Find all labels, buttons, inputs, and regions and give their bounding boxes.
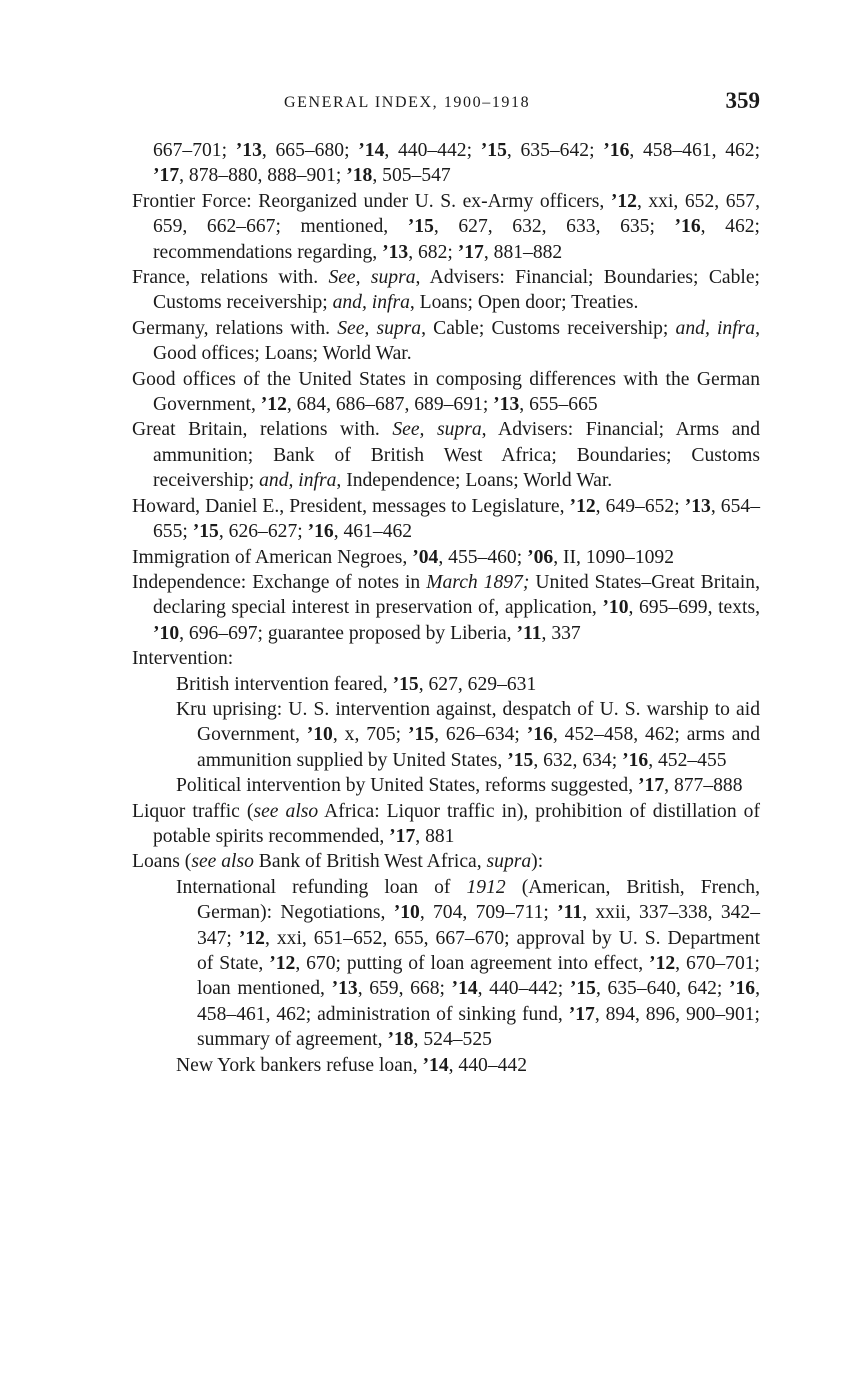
index-entry: Germany, relations with. See, supra, Cable; Customs receivership; and, infra, Good offices; Loans; World War. xyxy=(132,317,761,365)
index-entry: Political intervention by United States, reforms suggested, ’17, 877–888 xyxy=(176,775,743,797)
index-entry: Independence: Exchange of notes in March 1897; United States–Great Britain, declaring special interest in preservation of, application, ’10, 695–699, texts, ’10, 696–697; guarantee proposed by Liberia, ’11, 337 xyxy=(132,571,760,644)
index-entry: 667–701; ’13, 665–680; ’14, 440–442; ’15, 635–642; ’16, 458–461, 462; ’17, 878–880, 888–901; ’18, 505–547 xyxy=(153,140,761,187)
index-entry: Howard, Daniel E., President, messages to Legislature, ’12, 649–652; ’13, 654–655; ’15, 626–627; ’16, 461–462 xyxy=(132,495,760,543)
index-entry: Great Britain, relations with. See, supra, Advisers: Financial; Arms and ammunition; Bank of British West Africa; Boundaries; Customs receivership; and, infra, Independence; Loans; World War. xyxy=(132,419,760,492)
page-number: 359 xyxy=(725,88,760,113)
index-entry: France, relations with. See, supra, Advisers: Financial; Boundaries; Cable; Customs receivership; and, infra, Loans; Open door; Treaties. xyxy=(132,267,760,314)
page-header xyxy=(132,88,760,118)
index-entries xyxy=(132,138,760,1078)
index-entry: Kru uprising: U. S. intervention against, despatch of U. S. warship to aid Government, ’10, x, 705; ’15, 626–634; ’16, 452–458, 462; arms and ammunition supplied by United States, ’15, 632, 634; ’16, 452–455 xyxy=(176,698,760,771)
index-entry: New York bankers refuse loan, ’14, 440–442 xyxy=(176,1054,527,1076)
index-entry: International refunding loan of 1912 (American, British, French, German): Negotiations, ’10, 704, 709–711; ’11, xxii, 337–338, 342–347; ’12, xxi, 651–652, 655, 667–670; approval by U. S. Department of State, ’12, 670; putting of loan agreement into effect, ’12, 670–701; loan mentioned, ’13, 659, 668; ’14, 440–442; ’15, 635–640, 642; ’16, 458–461, 462; administration of sinking fund, ’17, 894, 896, 900–901; summary of agreement, ’18, 524–525 xyxy=(176,876,761,1051)
index-entry: Loans (see also Bank of British West Africa, supra): xyxy=(132,851,544,873)
index-entry: Liquor traffic (see also Africa: Liquor traffic in), prohibition of distillation of potable spirits recommended, ’17, 881 xyxy=(132,800,760,847)
index-entry: Frontier Force: Reorganized under U. S. ex-Army officers, ’12, xxi, 652, 657, 659, 662–667; mentioned, ’15, 627, 632, 633, 635; ’16, 462; recommendations regarding, ’13, 682; ’17, 881–882 xyxy=(132,190,761,263)
running-head: GENERAL INDEX, 1900–1918 xyxy=(284,94,531,111)
index-entry: Immigration of American Negroes, ’04, 455–460; ’06, II, 1090–1092 xyxy=(132,546,675,568)
index-entry: Intervention: xyxy=(132,648,234,670)
index-entry: British intervention feared, ’15, 627, 629–631 xyxy=(176,673,537,695)
index-entry: Good offices of the United States in composing differences with the German Government, ’12, 684, 686–687, 689–691; ’13, 655–665 xyxy=(132,368,760,416)
